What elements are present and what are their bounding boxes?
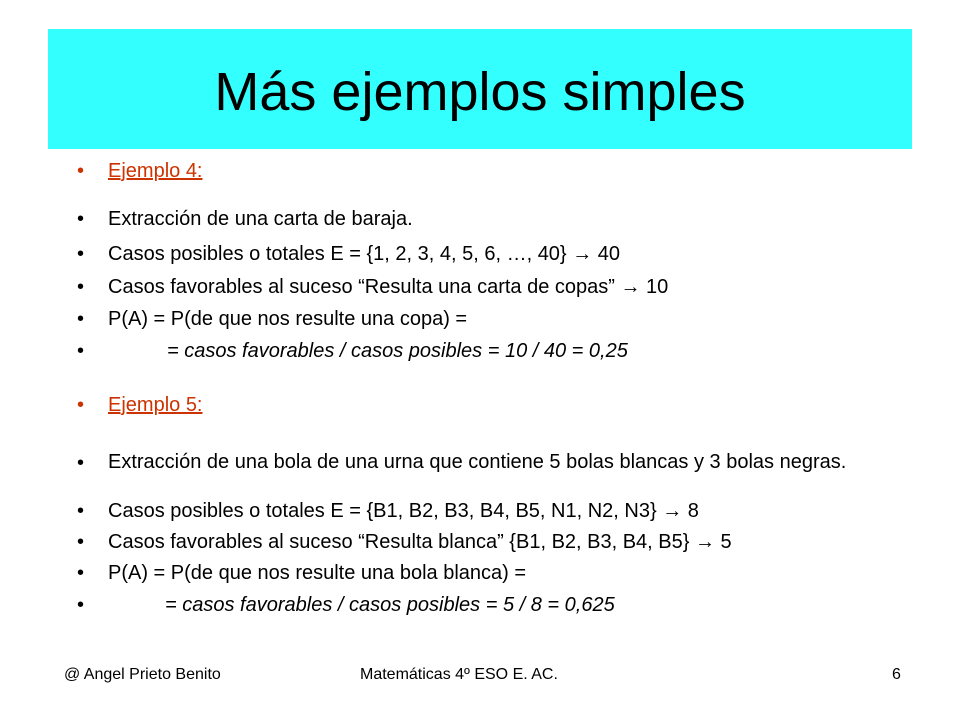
bullet: • — [77, 243, 85, 265]
example4-line4: P(A) = P(de que nos resulte una copa) = — [108, 308, 468, 330]
example4-line2-post: 40 — [592, 243, 620, 265]
example5-line3 — [108, 531, 888, 553]
bullet: • — [77, 562, 85, 584]
footer-course: Matemáticas 4º ESO E. AC. — [360, 666, 558, 683]
bullet: • — [77, 500, 85, 522]
bullet: • — [77, 276, 85, 298]
example5-line5: = casos favorables / casos posibles = 5 / 8 = 0,625 — [165, 594, 615, 616]
example4-line3-pre: Casos favorables al suceso “Resulta una carta de copas” — [108, 276, 615, 298]
bullet: • — [77, 160, 85, 182]
bullet: • — [77, 208, 85, 230]
slide-title: Más ejemplos simples — [214, 62, 746, 122]
example4-line3 — [108, 276, 888, 298]
example4-line2-pre: Casos posibles o totales E = {1, 2, 3, 4, 5, 6, …, 40} — [108, 243, 567, 265]
example4-line1: Extracción de una carta de baraja. — [108, 208, 413, 230]
example4-line3-post: 10 — [640, 276, 669, 298]
arrow-icon: → — [695, 531, 715, 553]
bullet: • — [77, 394, 85, 416]
bullet: • — [77, 308, 85, 330]
bullet: • — [77, 531, 85, 553]
example4-line2 — [108, 243, 888, 265]
arrow-icon: → — [620, 276, 641, 298]
footer-page-number: 6 — [892, 666, 901, 683]
example5-line3-post: 5 — [715, 531, 732, 553]
bullet: • — [77, 594, 85, 616]
example5-line3-pre: Casos favorables al suceso “Resulta blanca” {B1, B2, B3, B4, B5} — [108, 531, 690, 553]
footer-author: @ Angel Prieto Benito — [64, 666, 221, 683]
example5-line1: Extracción de una bola de una urna que contiene 5 bolas blancas y 3 bolas negras. — [108, 451, 847, 473]
example5-line2-pre: Casos posibles o totales E = {B1, B2, B3, B4, B5, N1, N2, N3} — [108, 500, 657, 522]
example4-line5: = casos favorables / casos posibles = 10 / 40 = 0,25 — [167, 340, 628, 362]
example5-line2-post: 8 — [682, 500, 699, 522]
bullet: • — [77, 452, 85, 474]
example5-line4: P(A) = P(de que nos resulte una bola blanca) = — [108, 562, 527, 584]
arrow-icon: → — [662, 500, 683, 522]
bullet: • — [77, 340, 85, 362]
arrow-icon: → — [572, 243, 593, 265]
example4-heading[interactable]: Ejemplo 4: — [108, 160, 203, 182]
example5-line2 — [108, 500, 888, 522]
slide-content — [77, 0, 897, 720]
example5-heading[interactable]: Ejemplo 5: — [108, 394, 203, 416]
